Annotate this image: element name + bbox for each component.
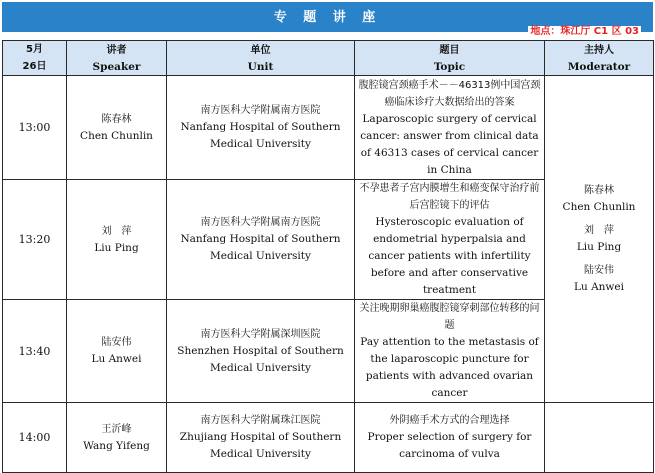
- header-date: 5月 26日: [3, 41, 67, 76]
- row-topic: 关注晚期卵巢癌腹腔镜穿刺部位转移的问题 Pay attention to the metastasis of the laparoscopic puncture for patients with advanced ovarian cancer: [355, 300, 545, 403]
- moderator-entry: 陆安伟 Lu Anwei: [574, 265, 624, 293]
- row-time: 14:00: [3, 403, 67, 473]
- row-unit: 南方医科大学附属深圳医院 Shenzhen Hospital of Southern Medical University: [167, 300, 355, 403]
- row-time: 13:20: [3, 180, 67, 300]
- row-speaker: 王沂峰 Wang Yifeng: [67, 403, 167, 473]
- header-speaker: 讲者 Speaker: [67, 41, 167, 76]
- row-topic: 外阴癌手术方式的合理选择 Proper selection of surgery for carcinoma of vulva: [355, 403, 545, 473]
- session-location: 地点：珠江厅 C1 区 03: [530, 26, 639, 37]
- header-moderator: 主持人 Moderator: [545, 41, 654, 76]
- table-row: [3, 403, 654, 473]
- row-unit: 南方医科大学附属珠江医院 Zhujiang Hospital of Southern Medical University: [167, 403, 355, 473]
- row-speaker: 刘 萍 Liu Ping: [67, 180, 167, 300]
- table-header-row: [3, 41, 654, 76]
- session-banner: [2, 2, 653, 37]
- moderator-entry: 刘 萍 Liu Ping: [576, 225, 622, 253]
- moderator-entry: 陈春林 Chen Chunlin: [562, 185, 636, 213]
- moderator-cell: [545, 76, 654, 403]
- header-topic: 题目 Topic: [355, 41, 545, 76]
- row-topic: 腹腔镜宫颈癌手术－－46313例中国宫颈癌临床诊疗大数据给出的答案 Laparoscopic surgery of cervical cancer: answer from clinical data of 46313 cases of cervical cancer in China: [355, 76, 545, 180]
- row-time: 13:00: [3, 76, 67, 180]
- row-time: 13:40: [3, 300, 67, 403]
- schedule-table: [2, 40, 654, 473]
- table-row: [3, 76, 654, 180]
- row-speaker: 陈春林 Chen Chunlin: [67, 76, 167, 180]
- row-unit: 南方医科大学附属南方医院 Nanfang Hospital of Southern Medical University: [167, 180, 355, 300]
- moderator-empty-cell: [545, 403, 654, 473]
- row-speaker: 陆安伟 Lu Anwei: [67, 300, 167, 403]
- row-unit: 南方医科大学附属南方医院 Nanfang Hospital of Southern Medical University: [167, 76, 355, 180]
- row-topic: 不孕患者子宫内膜增生和癌变保守治疗前后宫腔镜下的评估 Hysteroscopic evaluation of endometrial hyperpalsia and cancer patients with infertility before and after conservative treatment: [355, 180, 545, 300]
- header-unit: 单位 Unit: [167, 41, 355, 76]
- session-title: 专 题 讲 座: [273, 10, 382, 25]
